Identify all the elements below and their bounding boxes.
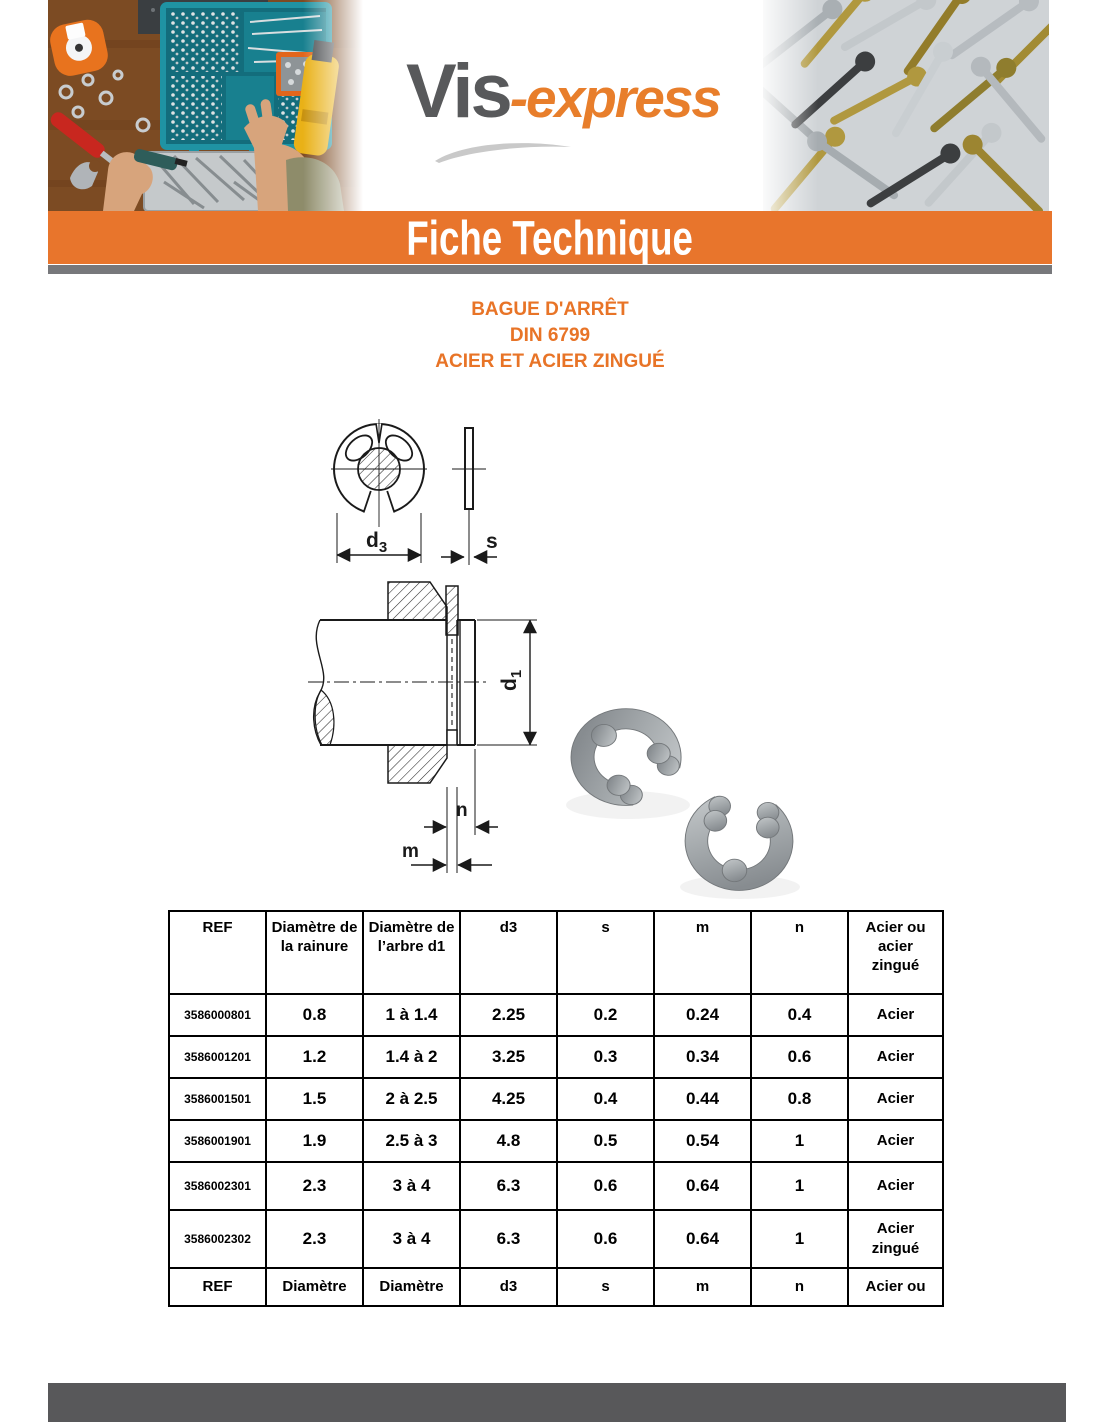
section-view bbox=[308, 582, 537, 873]
table-cell-ref: 3586001201 bbox=[169, 1036, 266, 1078]
column-header: Diamètre de la rainure bbox=[266, 911, 363, 994]
table-cell: 2.3 bbox=[266, 1210, 363, 1268]
table-cell: m bbox=[654, 1268, 751, 1306]
logo-swoosh bbox=[433, 137, 573, 163]
table-cell: 0.4 bbox=[557, 1078, 654, 1120]
logo-text-vis: Vis bbox=[406, 49, 510, 134]
table-row bbox=[169, 1210, 943, 1268]
table-cell: 0.44 bbox=[654, 1078, 751, 1120]
workbench-photo bbox=[48, 0, 363, 211]
table-row bbox=[169, 994, 943, 1036]
table-cell: REF bbox=[169, 1268, 266, 1306]
table-cell: 0.6 bbox=[751, 1036, 848, 1078]
table-cell: 6.3 bbox=[460, 1162, 557, 1210]
table-cell-ref: 3586002301 bbox=[169, 1162, 266, 1210]
table-cell: 1.9 bbox=[266, 1120, 363, 1162]
table-cell: 3.25 bbox=[460, 1036, 557, 1078]
logo-text-express: -express bbox=[509, 67, 720, 129]
table-cell: Acier zingué bbox=[848, 1210, 943, 1268]
table-cell: 0.6 bbox=[557, 1162, 654, 1210]
table-cell: 0.54 bbox=[654, 1120, 751, 1162]
table-row bbox=[169, 1036, 943, 1078]
table-cell-ref: 3586000801 bbox=[169, 994, 266, 1036]
table-cell: 1.4 à 2 bbox=[363, 1036, 460, 1078]
table-cell: Acier bbox=[848, 994, 943, 1036]
table-cell: Acier bbox=[848, 1036, 943, 1078]
product-title bbox=[0, 297, 1100, 375]
banner-title: Fiche Technique bbox=[406, 210, 694, 265]
table-cell: 0.34 bbox=[654, 1036, 751, 1078]
table-row bbox=[169, 1162, 943, 1210]
dim-label-s: s bbox=[486, 530, 498, 553]
dim-label-n: n bbox=[456, 800, 468, 821]
table-cell-ref: 3586002302 bbox=[169, 1210, 266, 1268]
screws-photo bbox=[763, 0, 1049, 211]
table-cell: 1 bbox=[751, 1162, 848, 1210]
fiche-technique-banner bbox=[48, 211, 1052, 264]
table-cell: 0.8 bbox=[266, 994, 363, 1036]
table-cell: Acier ou bbox=[848, 1268, 943, 1306]
table-cell: n bbox=[751, 1268, 848, 1306]
table-cell: 0.3 bbox=[557, 1036, 654, 1078]
table-row bbox=[169, 1120, 943, 1162]
table-cell: 1 bbox=[751, 1120, 848, 1162]
table-cell: 1.2 bbox=[266, 1036, 363, 1078]
product-title-line2: DIN 6799 bbox=[509, 325, 591, 346]
table-cell: 0.8 bbox=[751, 1078, 848, 1120]
table-cell: 0.64 bbox=[654, 1210, 751, 1268]
table-cell: Diamètre bbox=[363, 1268, 460, 1306]
spec-table bbox=[168, 910, 944, 1307]
table-row bbox=[169, 1078, 943, 1120]
product-title-line3: ACIER ET ACIER ZINGUÉ bbox=[435, 351, 665, 372]
column-header: m bbox=[654, 911, 751, 994]
column-header: d3 bbox=[460, 911, 557, 994]
table-cell: Acier bbox=[848, 1120, 943, 1162]
table-repeat-header-row bbox=[169, 1268, 943, 1306]
table-cell: 3 à 4 bbox=[363, 1210, 460, 1268]
table-cell: 0.5 bbox=[557, 1120, 654, 1162]
product-title-line1: BAGUE D'ARRÊT bbox=[471, 299, 629, 320]
technical-drawing bbox=[280, 395, 840, 905]
table-cell: 0.6 bbox=[557, 1210, 654, 1268]
footer-bar bbox=[48, 1383, 1066, 1422]
table-cell: 2.25 bbox=[460, 994, 557, 1036]
table-cell: 6.3 bbox=[460, 1210, 557, 1268]
dim-label-m: m bbox=[402, 841, 419, 862]
table-cell: Acier bbox=[848, 1078, 943, 1120]
table-cell: 1 à 1.4 bbox=[363, 994, 460, 1036]
table-cell: 4.25 bbox=[460, 1078, 557, 1120]
table-cell: Diamètre bbox=[266, 1268, 363, 1306]
column-header: n bbox=[751, 911, 848, 994]
table-cell: 2.3 bbox=[266, 1162, 363, 1210]
table-header-row bbox=[169, 911, 943, 994]
table-cell: d3 bbox=[460, 1268, 557, 1306]
table-cell: 1 bbox=[751, 1210, 848, 1268]
table-cell: 4.8 bbox=[460, 1120, 557, 1162]
column-header: s bbox=[557, 911, 654, 994]
gray-divider-bar bbox=[48, 265, 1052, 274]
column-header: Diamètre de l’arbre d1 bbox=[363, 911, 460, 994]
eclip-photo-render bbox=[548, 689, 800, 899]
dim-label-d1: $d_1$ bbox=[498, 669, 525, 691]
table-cell: 1.5 bbox=[266, 1078, 363, 1120]
table-cell: Acier bbox=[848, 1162, 943, 1210]
column-header: Acier ou acier zingué bbox=[848, 911, 943, 994]
table-cell: 0.2 bbox=[557, 994, 654, 1036]
table-cell: 0.64 bbox=[654, 1162, 751, 1210]
table-cell: 2 à 2.5 bbox=[363, 1078, 460, 1120]
table-cell: 0.24 bbox=[654, 994, 751, 1036]
dim-label-d3: $d_3$ bbox=[366, 529, 388, 556]
table-cell: 2.5 à 3 bbox=[363, 1120, 460, 1162]
table-cell: 3 à 4 bbox=[363, 1162, 460, 1210]
table-cell-ref: 3586001901 bbox=[169, 1120, 266, 1162]
vis-express-logo bbox=[363, 0, 763, 211]
table-cell: s bbox=[557, 1268, 654, 1306]
table-cell-ref: 3586001501 bbox=[169, 1078, 266, 1120]
column-header: REF bbox=[169, 911, 266, 994]
table-cell: 0.4 bbox=[751, 994, 848, 1036]
